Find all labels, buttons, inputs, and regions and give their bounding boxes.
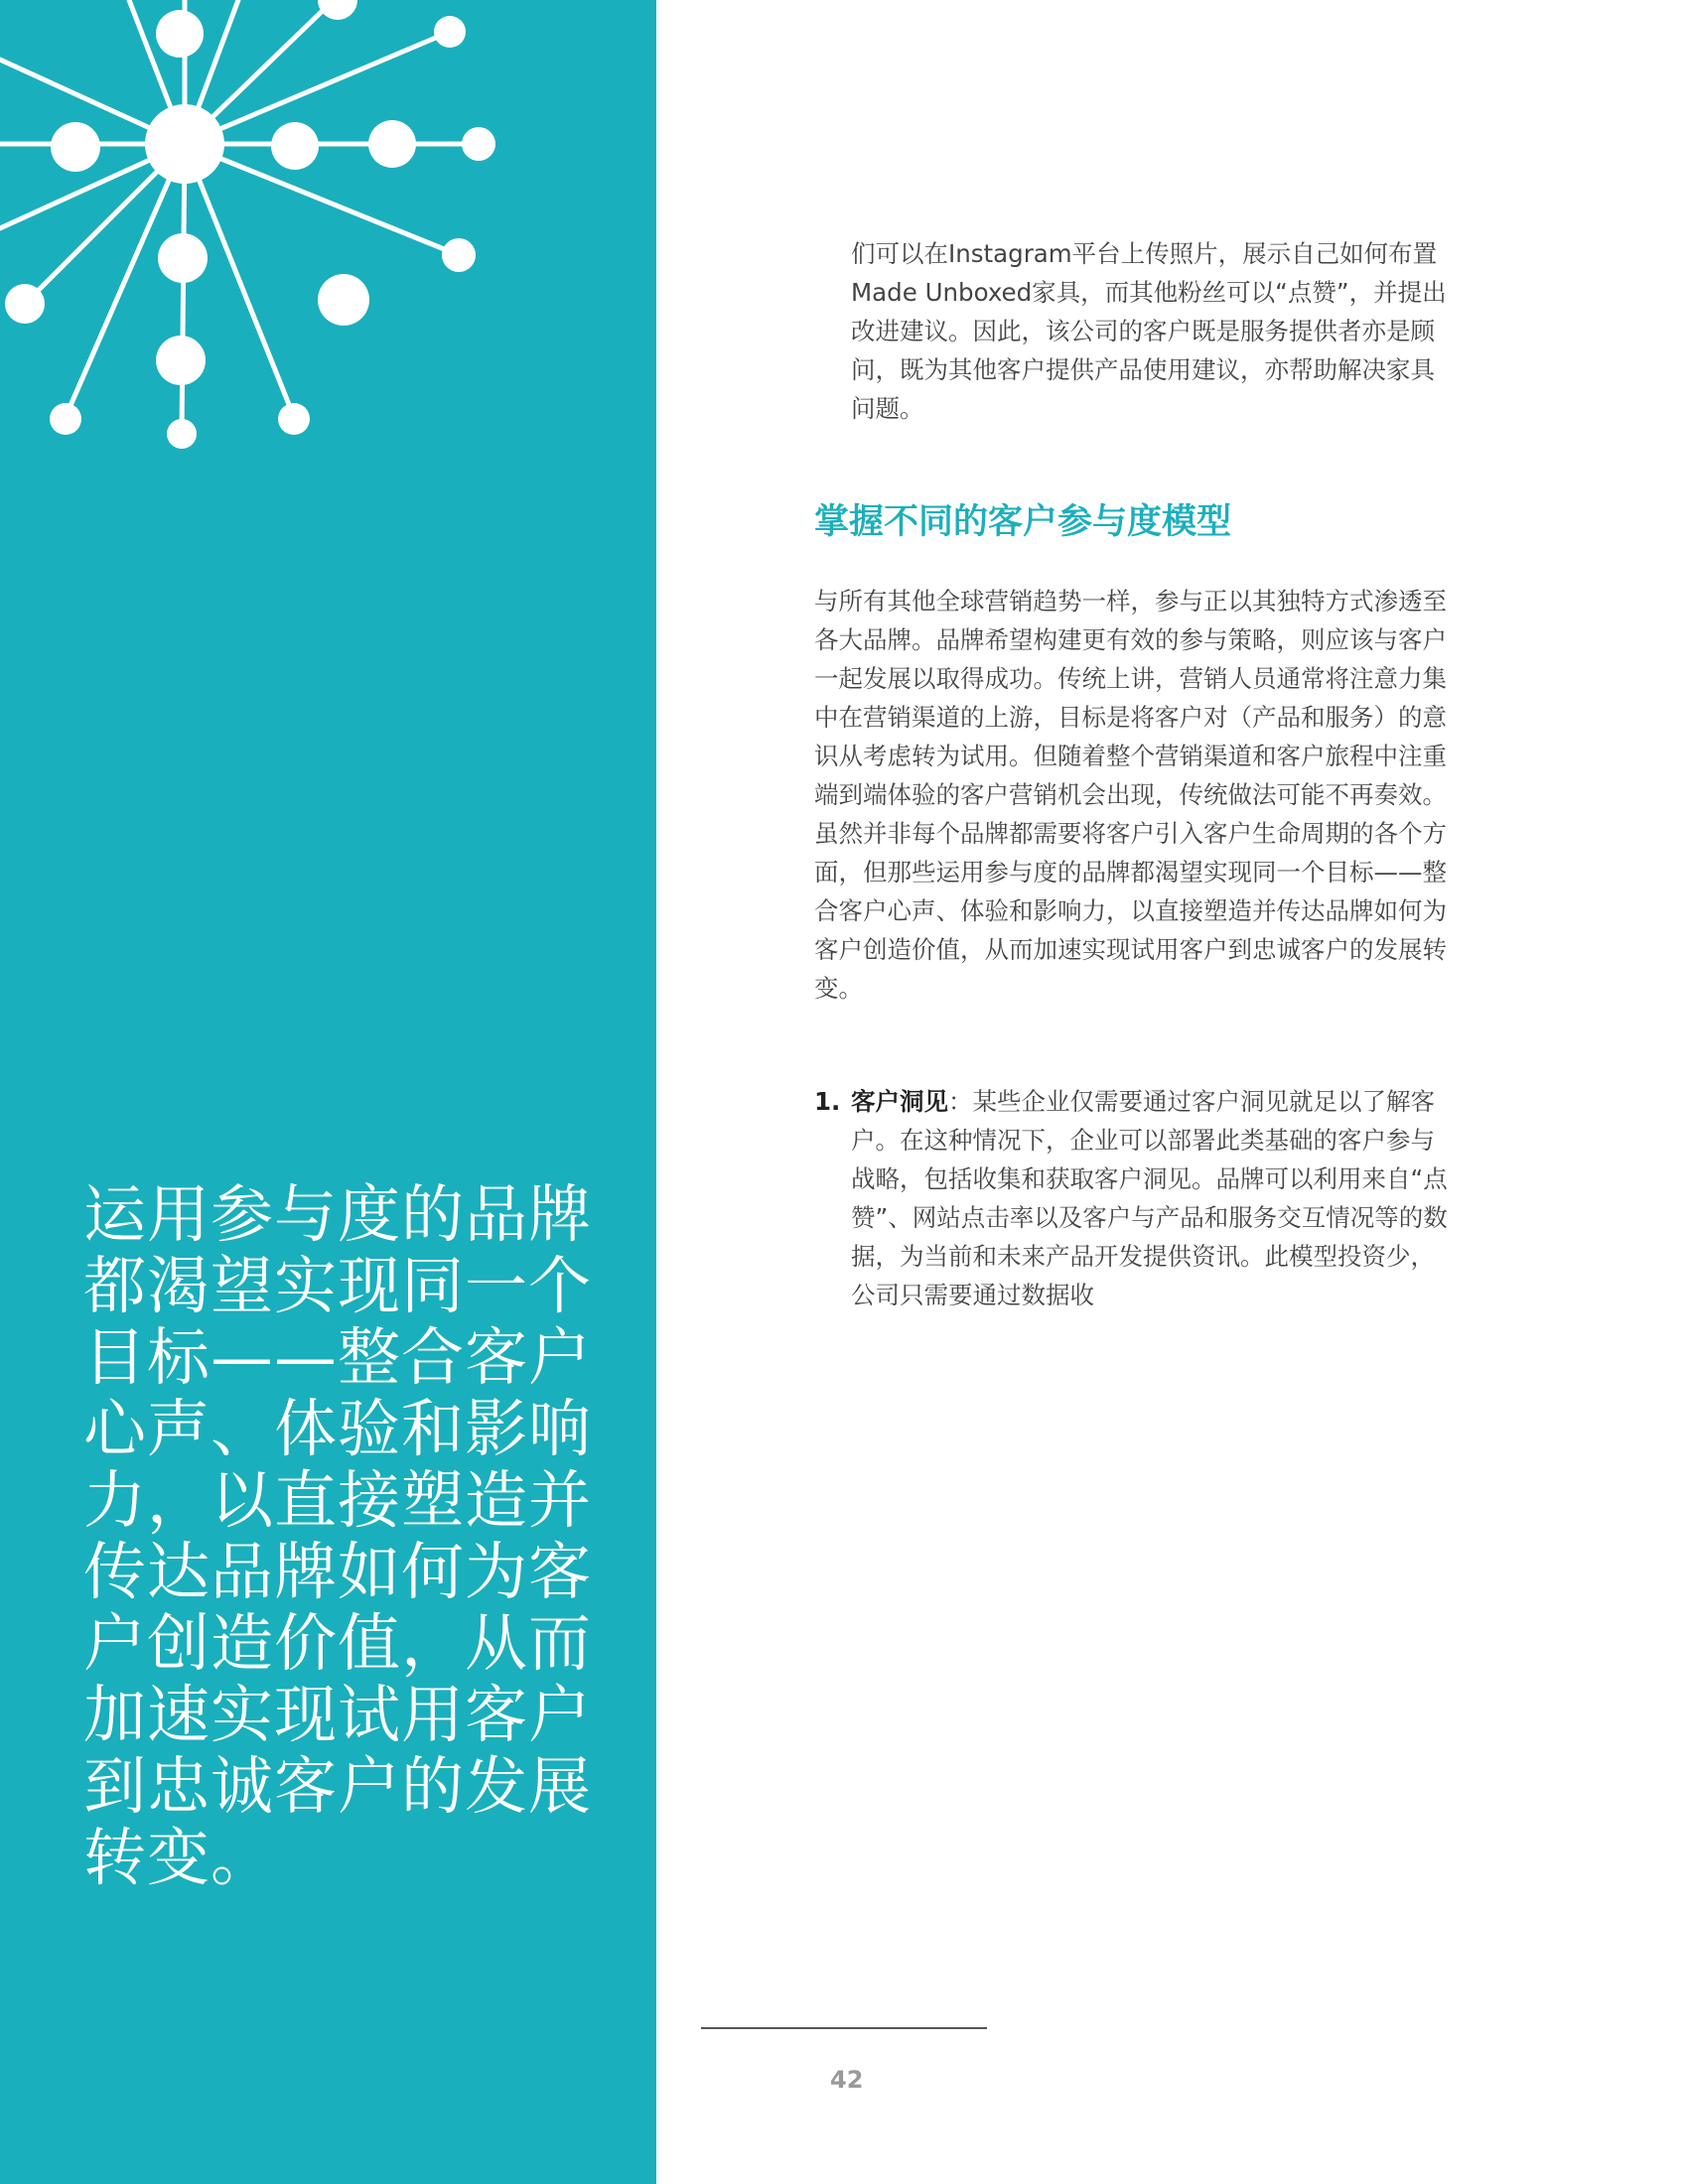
list-item bbox=[814, 1082, 1450, 1314]
section-heading: 掌握不同的客户参与度模型 bbox=[814, 502, 1232, 542]
pull-quote: 运用参与度的品牌都渴望实现同一个目标——整合客户心声、体验和影响力，以直接塑造并传达品牌如何为客户创造价值，从而加速实现试用客户到忠诚客户的发展转变。 bbox=[83, 1178, 592, 1894]
list-item-number: 1. bbox=[814, 1087, 841, 1116]
continued-paragraph: 们可以在Instagram平台上传照片，展示自己如何布置Made Unboxed家具，而其他粉丝可以“点赞”，并提出改进建议。因此，该公司的客户既是服务提供者亦是顾问，既为其他客户提供产品使用建议，亦帮助解决家具问题。 bbox=[851, 239, 1447, 423]
footer-rule bbox=[701, 2027, 987, 2029]
list-item-text: ：某些企业仅需要通过客户洞见就足以了解客户。在这种情况下，企业可以部署此类基础的客户参与战略，包括收集和获取客户洞见。品牌可以利用来自“点赞”、网站点击率以及客户与产品和服务交互情况等的数据，为当前和未来产品开发提供资讯。此模型投资少，公司只需要通过数据收 bbox=[851, 1087, 1448, 1309]
list-item-term: 客户洞见 bbox=[851, 1087, 948, 1116]
numbered-list bbox=[814, 1082, 1450, 1314]
page-number: 42 bbox=[830, 2066, 864, 2094]
starburst-network-icon bbox=[0, 0, 656, 457]
list-item-text-block bbox=[851, 1082, 1450, 1314]
left-sidebar-panel bbox=[0, 0, 656, 2184]
body-paragraph: 与所有其他全球营销趋势一样，参与正以其独特方式渗透至各大品牌。品牌希望构建更有效的参与策略，则应该与客户一起发展以取得成功。传统上讲，营销人员通常将注意力集中在营销渠道的上游，目标是将客户对（产品和服务）的意识从考虑转为试用。但随着整个营销渠道和客户旅程中注重端到端体验的客户营销机会出现，传统做法可能不再奏效。虽然并非每个品牌都需要将客户引入客户生命周期的各个方面，但那些运用参与度的品牌都渴望实现同一个目标——整合客户心声、体验和影响力，以直接塑造并传达品牌如何为客户创造价值，从而加速实现试用客户到忠诚客户的发展转变。 bbox=[814, 587, 1447, 1003]
